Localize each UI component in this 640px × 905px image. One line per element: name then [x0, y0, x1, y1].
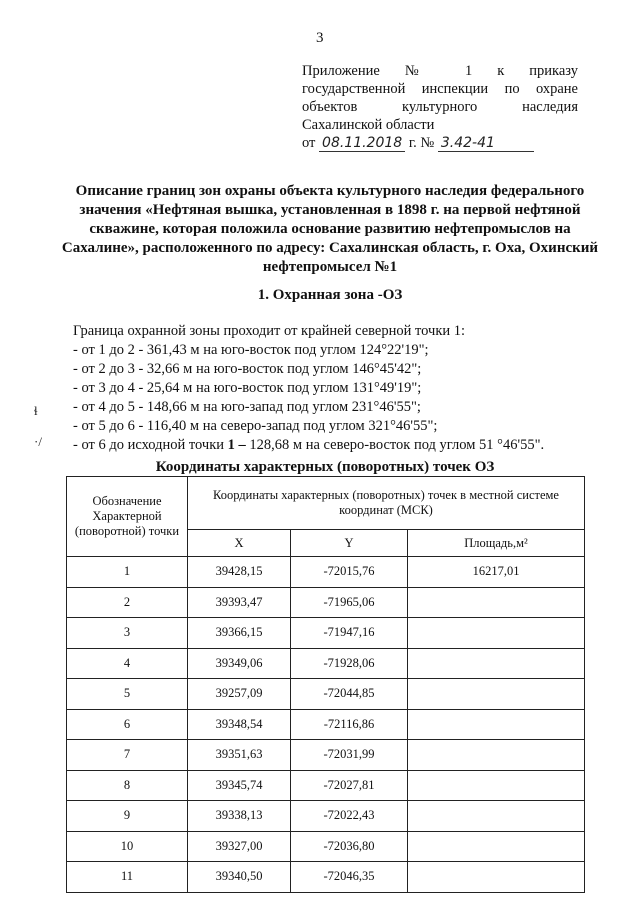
table-row [67, 709, 585, 740]
page-number: 3 [316, 30, 324, 46]
document-title: Описание границ зон охраны объекта культурного наследия федерального значения «Нефтяная вышка, установленная в 1898 г. на первой нефтяной скважине, которая положила основание развитию нефтепромыслов на Сахалине», расположенного по адресу: Сахалинская область, г. Оха, Охинский нефтепромысел №1 [61, 183, 599, 275]
header-coordinates: Координаты характерных (поворотных) точек в местной системе координат (МСК) [188, 477, 585, 530]
order-reference [302, 134, 578, 152]
cell-y: -72027,81 [291, 770, 408, 801]
table-row [67, 618, 585, 649]
table-title: Координаты характерных (поворотных) точек ОЗ [155, 459, 495, 475]
table-row [67, 740, 585, 771]
boundary-segment: - от 3 до 4 - 25,64 м на юго-восток под углом 131°49'19"; [73, 380, 422, 396]
cell-y: -72031,99 [291, 740, 408, 771]
appendix-line-1: Приложение № 1 к приказу [302, 63, 578, 79]
table-row [67, 679, 585, 710]
last-suffix: 128,68 м на северо-восток под углом 51 °46'55". [245, 437, 545, 453]
cell-point: 11 [67, 862, 188, 893]
appendix-line-3: объектов культурного наследия [302, 99, 578, 115]
order-number-handwritten: 3.42-41 [438, 135, 534, 152]
cell-point: 8 [67, 770, 188, 801]
cell-x: 39338,13 [188, 801, 291, 832]
margin-pen-mark: ·/ [34, 434, 42, 449]
cell-area [408, 831, 585, 862]
boundary-description [73, 322, 613, 455]
cell-x: 39349,06 [188, 648, 291, 679]
table-row [67, 648, 585, 679]
cell-point: 7 [67, 740, 188, 771]
boundary-segment-last [73, 436, 613, 455]
header-area: Площадь,м² [408, 530, 585, 557]
cell-x: 39340,50 [188, 862, 291, 893]
cell-y: -72036,80 [291, 831, 408, 862]
margin-pen-mark: ɬ [34, 403, 38, 418]
cell-area [408, 618, 585, 649]
cell-area [408, 801, 585, 832]
cell-y: -72022,43 [291, 801, 408, 832]
cell-area: 16217,01 [408, 557, 585, 588]
table-row [67, 862, 585, 893]
boundary-segment: - от 2 до 3 - 32,66 м на юго-восток под углом 146°45'42"; [73, 361, 422, 377]
cell-y: -71947,16 [291, 618, 408, 649]
cell-point: 6 [67, 709, 188, 740]
cell-x: 39351,63 [188, 740, 291, 771]
cell-y: -71928,06 [291, 648, 408, 679]
cell-point: 5 [67, 679, 188, 710]
cell-x: 39428,15 [188, 557, 291, 588]
cell-point: 2 [67, 587, 188, 618]
cell-x: 39348,54 [188, 709, 291, 740]
cell-y: -72044,85 [291, 679, 408, 710]
appendix-block [302, 62, 578, 152]
cell-point: 9 [67, 801, 188, 832]
cell-y: -72015,76 [291, 557, 408, 588]
coordinates-table [66, 476, 585, 893]
cell-area [408, 862, 585, 893]
cell-area [408, 587, 585, 618]
order-date-handwritten: 08.11.2018 [319, 135, 405, 152]
cell-y: -71965,06 [291, 587, 408, 618]
boundary-segment: - от 1 до 2 - 361,43 м на юго-восток под углом 124°22'19"; [73, 342, 429, 358]
cell-x: 39393,47 [188, 587, 291, 618]
boundary-segment: - от 4 до 5 - 148,66 м на юго-запад под углом 231°46'55"; [73, 399, 421, 415]
table-row [67, 801, 585, 832]
cell-x: 39327,00 [188, 831, 291, 862]
cell-point: 4 [67, 648, 188, 679]
table-row [67, 831, 585, 862]
cell-point: 1 [67, 557, 188, 588]
table-row [67, 557, 585, 588]
table-row [67, 587, 585, 618]
cell-y: -72116,86 [291, 709, 408, 740]
cell-y: -72046,35 [291, 862, 408, 893]
cell-area [408, 679, 585, 710]
appendix-line-2: государственной инспекции по охране [302, 81, 578, 97]
cell-area [408, 770, 585, 801]
cell-point: 3 [67, 618, 188, 649]
header-y: Y [291, 530, 408, 557]
cell-x: 39257,09 [188, 679, 291, 710]
cell-area [408, 740, 585, 771]
header-point: Обозначение Характерной (поворотной) точки [67, 477, 188, 557]
cell-x: 39366,15 [188, 618, 291, 649]
cell-area [408, 709, 585, 740]
boundary-intro: Граница охранной зоны проходит от крайней северной точки 1: [73, 323, 466, 339]
appendix-line-4: Сахалинской области [302, 117, 435, 133]
last-point: 1 – [227, 437, 246, 453]
last-prefix: - от 6 до исходной точки [73, 437, 228, 453]
cell-point: 10 [67, 831, 188, 862]
cell-area [408, 648, 585, 679]
header-x: X [188, 530, 291, 557]
order-prefix: от [302, 135, 316, 151]
order-mid: г. № [408, 135, 435, 151]
section-title: 1. Охранная зона -ОЗ [257, 287, 403, 303]
boundary-segment: - от 5 до 6 - 116,40 м на северо-запад под углом 321°46'55"; [73, 418, 438, 434]
table-row [67, 770, 585, 801]
cell-x: 39345,74 [188, 770, 291, 801]
